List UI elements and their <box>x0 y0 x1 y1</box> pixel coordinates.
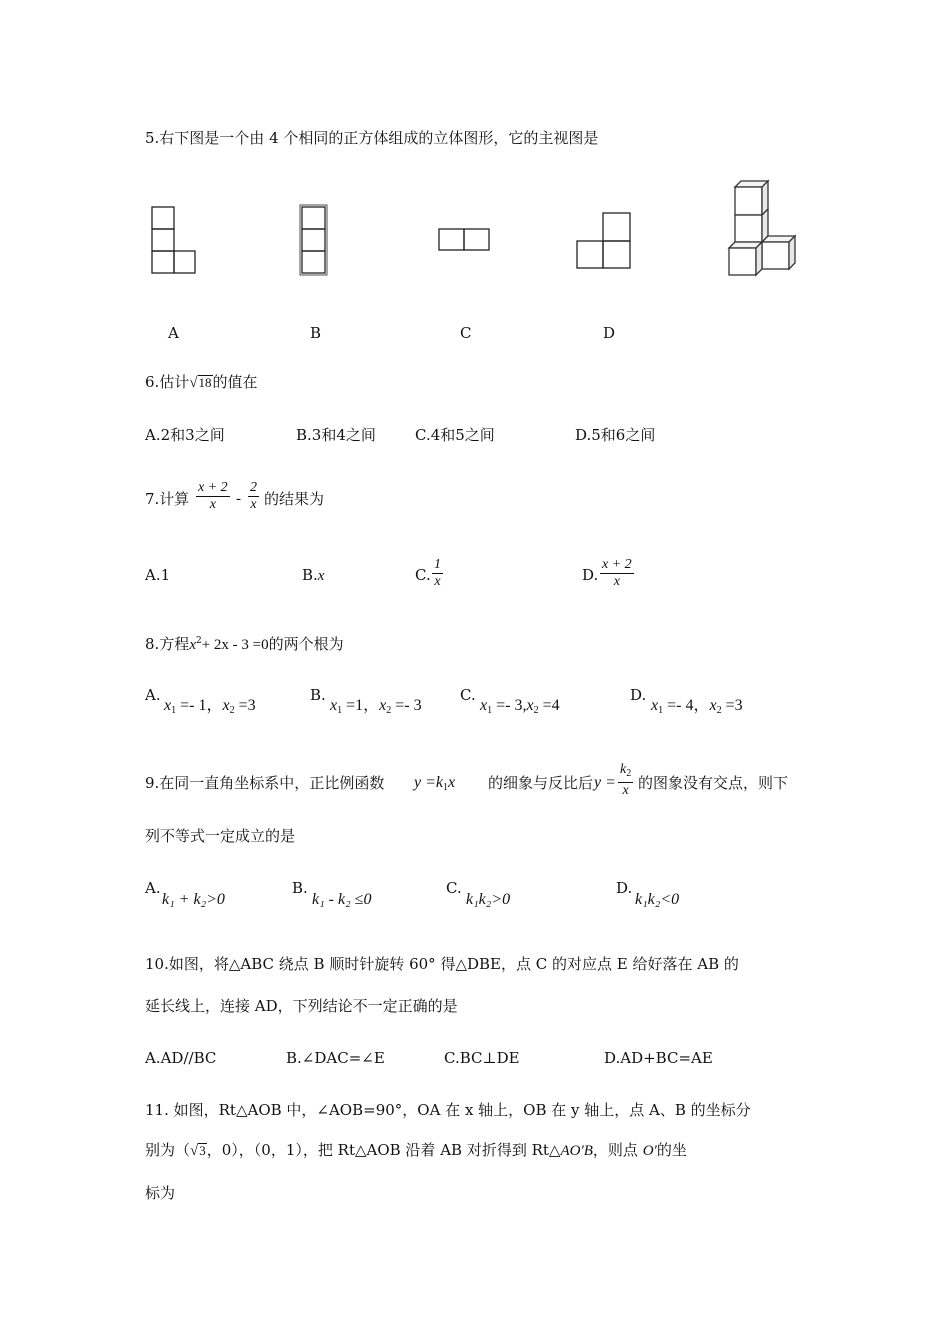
option-d-label: D <box>603 324 616 342</box>
q9-line1-a: 9.在同一直角坐标系中，正比例函数 <box>145 774 385 792</box>
q11-line1: 11. 如图，Rt△AOB 中，∠AOB=90°，OA 在 x 轴上，OB 在 y 轴上，点 A、B 的坐标分 <box>145 1101 751 1119</box>
q6-option-c: C.4和5之间 <box>415 426 495 444</box>
option-b-figure <box>298 202 338 282</box>
q9-option-c-label: C. <box>446 879 462 897</box>
q9-func1: $y =k_1x$ <box>414 774 456 793</box>
q8-stem: 8.方程$x^2+ 2x - 3 =0$的两个根为 <box>145 635 344 653</box>
q6-option-d: D.5和6之间 <box>575 426 656 444</box>
q9-fraction: $\frac{k_2}{x}$ <box>620 762 632 798</box>
q9-line1-b: 的细象与反比后 <box>488 774 594 792</box>
q9-option-b-label: B. <box>292 879 308 897</box>
q8-option-d-label: D. <box>630 686 647 704</box>
q7-fraction-1: $\frac{x + 2}{x}$ <box>198 480 228 512</box>
q7-option-a: A.1 <box>145 566 171 584</box>
q7-prefix: 7.计算 <box>145 490 190 508</box>
q10-option-b: B.∠DAC=∠E <box>286 1049 385 1067</box>
q6-stem <box>145 372 258 393</box>
q8-option-d: $x_1 =- 4$，$x_2 =3$ <box>651 697 743 716</box>
q7-option-d-fraction: $\frac{x + 2}{x}$ <box>602 557 632 589</box>
q11-line3: 标为 <box>145 1184 176 1202</box>
q6-option-b: B.3和4之间 <box>296 426 376 444</box>
q8-option-a-label: A. <box>145 686 161 704</box>
q5-stem: 5.右下图是一个由 4 个相同的正方体组成的立体图形，它的主视图是 <box>145 129 599 147</box>
q7-option-b: B.x <box>302 566 325 584</box>
q10-line2: 延长线上，连接 AD，下列结论不一定正确的是 <box>145 997 458 1015</box>
q7-option-c-fraction: $\frac{1}{x}$ <box>434 557 441 589</box>
q6-suffix: 的值在 <box>212 373 258 391</box>
q6-option-a: A.2和3之间 <box>145 426 225 444</box>
option-b-label: B <box>310 324 322 342</box>
option-d-figure <box>574 208 638 274</box>
q6-prefix: 6.估计 <box>145 373 190 391</box>
q10-option-d: D.AD+BC=AE <box>604 1049 713 1067</box>
option-a-figure <box>148 202 208 282</box>
q8-option-a: $x_1 =- 1$，$x_2 =3$ <box>164 697 256 716</box>
q8-option-c: $x_1 =- 3,x_2 =4$ <box>480 697 560 716</box>
q9-option-a-label: A. <box>145 879 161 897</box>
q8-option-b-label: B. <box>310 686 326 704</box>
q7-fraction-2: $\frac{2}{x}$ <box>250 480 257 512</box>
option-c-label: C <box>460 324 472 342</box>
q9-line1-c: 的图象没有交点，则下 <box>638 774 789 792</box>
q8-option-c-label: C. <box>460 686 476 704</box>
q9-option-b: k₁ - k₂ ≤0 <box>312 891 372 908</box>
q10-line1: 10.如图，将△ABC 绕点 B 顺时针旋转 60° 得△DBE，点 C 的对应点 E 给好落在 AB 的 <box>145 955 739 973</box>
sqrt-18: √18 <box>189 375 212 391</box>
q7-minus: - <box>236 491 241 507</box>
q9-line2: 列不等式一定成立的是 <box>145 827 296 845</box>
option-a-label: A <box>168 324 179 342</box>
cube-stack-figure <box>720 172 810 282</box>
q10-option-a: A.AD//BC <box>145 1049 217 1067</box>
q10-option-c: C.BC⊥DE <box>444 1049 520 1067</box>
q9-func2: y = <box>594 774 616 791</box>
q9-option-a: k₁ + k₂>0 <box>162 891 225 908</box>
q11-line2: 别为（√3，0），（0，1），把 Rt△AOB 沿着 AB 对折得到 Rt△AO′B，则点 O′的坐 <box>145 1141 687 1159</box>
option-c-figure <box>436 224 496 264</box>
q7-suffix: 的结果为 <box>264 490 325 508</box>
q9-option-d-label: D. <box>616 879 633 897</box>
q9-option-c: k₁k₂>0 <box>466 891 511 908</box>
q7-option-d-label: D. <box>582 566 599 584</box>
q8-option-b: $x_1 =1$，$x_2 =- 3$ <box>330 697 422 716</box>
q9-option-d: k₁k₂<0 <box>635 891 680 908</box>
q7-option-c-label: C. <box>415 566 431 584</box>
